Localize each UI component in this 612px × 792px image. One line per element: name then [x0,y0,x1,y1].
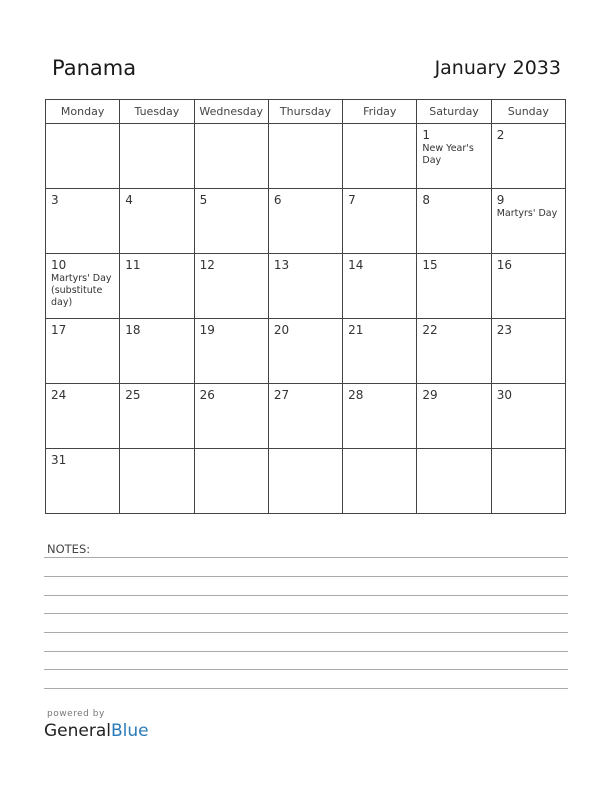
day-cell[interactable] [46,189,120,254]
day-cell[interactable] [343,189,417,254]
brand-logo-general: General [44,721,111,741]
day-cell[interactable] [268,254,342,319]
day-cell[interactable] [46,124,120,189]
day-cell[interactable] [417,124,491,189]
day-cell[interactable] [120,319,194,384]
day-number: 28 [348,388,364,402]
note-line [44,595,568,596]
day-number: 21 [348,323,364,337]
day-number: 11 [125,258,141,272]
day-cell[interactable] [417,384,491,449]
weekday-header: Wednesday [194,100,268,124]
day-number: 22 [422,323,438,337]
day-cell[interactable] [417,319,491,384]
day-cell[interactable] [417,189,491,254]
note-line [44,632,568,633]
day-number: 15 [422,258,438,272]
day-cell[interactable] [120,189,194,254]
week-row [46,319,566,384]
day-number: 25 [125,388,141,402]
day-cell[interactable] [194,319,268,384]
day-cell[interactable] [491,189,565,254]
day-cell[interactable] [120,449,194,514]
day-cell[interactable] [268,384,342,449]
day-number: 8 [422,193,431,207]
day-cell[interactable] [46,384,120,449]
note-line [44,688,568,689]
day-number: 29 [422,388,438,402]
day-number: 18 [125,323,141,337]
day-number: 20 [273,323,290,337]
weekday-header: Saturday [417,100,491,124]
day-number: 27 [273,388,290,402]
notes-label: NOTES: [47,542,91,556]
week-row [46,384,566,449]
day-number: 26 [199,388,215,402]
weekday-header: Thursday [268,100,342,124]
day-cell[interactable] [46,319,120,384]
day-cell[interactable] [491,449,565,514]
day-number: 6 [273,193,282,207]
powered-by-text: powered by [47,709,105,719]
note-line [44,613,568,614]
day-number: 2 [496,128,505,142]
day-number: 12 [199,258,215,272]
note-line [44,651,568,652]
day-cell[interactable] [491,124,565,189]
day-number: 13 [273,258,290,272]
note-line [44,576,568,577]
day-cell[interactable] [46,449,120,514]
holiday-label: New Year's Day [422,143,474,166]
day-cell[interactable] [268,449,342,514]
day-number: 7 [348,193,356,207]
weekday-header-row [46,100,566,124]
day-cell[interactable] [194,189,268,254]
day-number: 30 [496,388,512,402]
country-title: Panama [52,56,137,80]
day-cell[interactable] [491,384,565,449]
day-number: 1 [422,128,431,142]
day-cell[interactable] [194,449,268,514]
weekday-header: Tuesday [120,100,194,124]
day-cell[interactable] [120,384,194,449]
day-cell[interactable] [491,319,565,384]
note-line [44,557,568,558]
weekday-header: Sunday [491,100,565,124]
weekday-header: Monday [46,100,120,124]
day-cell[interactable] [120,254,194,319]
week-row [46,124,566,189]
day-cell[interactable] [194,254,268,319]
day-cell[interactable] [194,124,268,189]
weekday-header: Friday [343,100,417,124]
day-number: 3 [51,193,59,207]
day-cell[interactable] [417,449,491,514]
holiday-label: Martyrs' Day [496,208,558,219]
day-cell[interactable] [268,124,342,189]
week-row [46,449,566,514]
day-cell[interactable] [343,384,417,449]
brand-logo[interactable] [44,721,149,741]
day-cell[interactable] [120,124,194,189]
day-number: 16 [496,258,512,272]
day-cell[interactable] [268,319,342,384]
day-number: 24 [51,388,67,402]
day-cell[interactable] [343,449,417,514]
month-title: January 2033 [434,57,561,79]
week-row [46,254,566,319]
day-cell[interactable] [194,384,268,449]
day-number: 19 [199,323,215,337]
day-cell[interactable] [343,254,417,319]
day-cell[interactable] [417,254,491,319]
day-number: 4 [125,193,133,207]
holiday-label: Martyrs' Day (substitute day) [51,273,112,308]
day-number: 5 [199,193,208,207]
day-number: 23 [496,323,512,337]
note-line [44,669,568,670]
day-number: 17 [51,323,67,337]
day-number: 10 [51,258,67,272]
day-cell[interactable] [46,254,120,319]
day-cell[interactable] [343,319,417,384]
brand-logo-blue: Blue [111,721,149,741]
day-number: 14 [348,258,364,272]
day-cell[interactable] [491,254,565,319]
day-cell[interactable] [343,124,417,189]
week-row [46,189,566,254]
day-cell[interactable] [268,189,342,254]
day-number: 31 [51,453,67,467]
day-number: 9 [496,193,505,207]
calendar-grid [45,99,566,514]
